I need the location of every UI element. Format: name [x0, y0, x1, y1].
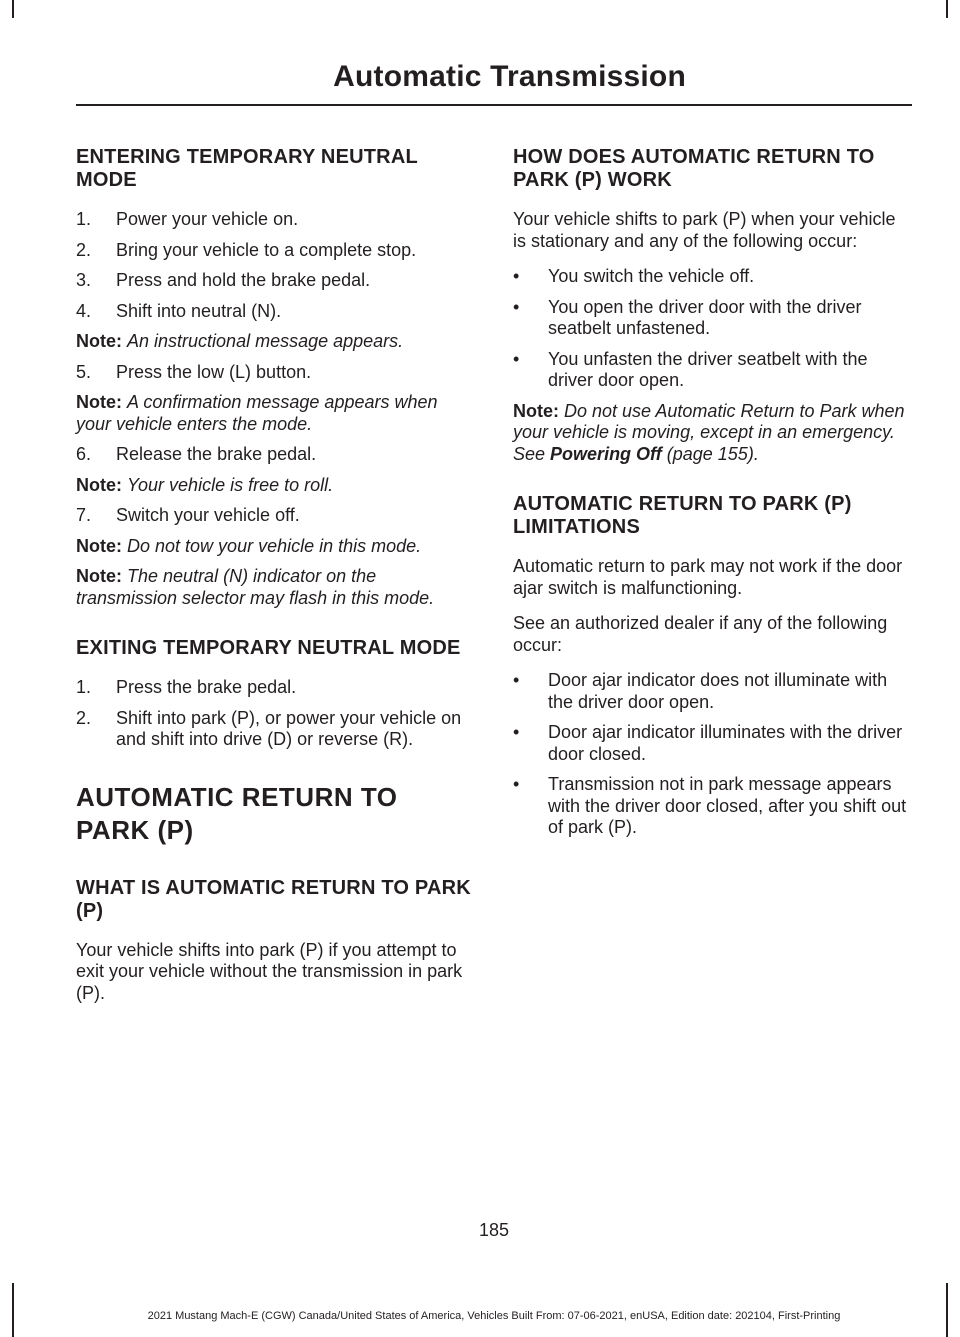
limitations-para-1: Automatic return to park may not work if the door ajar switch is malfunctioning. — [513, 556, 903, 598]
page-title: Automatic Transmission — [333, 60, 686, 93]
entering-steps-part1 — [76, 209, 474, 322]
entering-neutral-heading: ENTERING TEMPORARY NEUTRAL MODE — [76, 146, 418, 191]
list-item: 1. Power your vehicle on. — [76, 209, 299, 229]
right-column — [513, 146, 911, 848]
note: Note: Do not tow your vehicle in this mode. — [76, 535, 422, 556]
entering-steps-part2 — [76, 362, 474, 384]
note: Note: Your vehicle is free to roll. — [76, 474, 334, 495]
edition-footer: 2021 Mustang Mach-E (CGW) Canada/United States of America, Vehicles Built From: 07-06-2021, enUSA, Edition date: 202104, First-Printing — [147, 1310, 841, 1322]
list-item: 3. Press and hold the brake pedal. — [76, 270, 371, 290]
list-item: 5. Press the low (L) button. — [76, 361, 312, 382]
list-item: 2. Bring your vehicle to a complete stop. — [76, 239, 417, 260]
list-item: • Transmission not in park message appears with the driver door closed, after you shift out of park (P). — [513, 774, 907, 837]
limitations-heading: AUTOMATIC RETURN TO PARK (P) LIMITATIONS — [513, 493, 852, 538]
list-item: • Door ajar indicator does not illuminate with the driver door open. — [513, 670, 888, 712]
list-item: 6. Release the brake pedal. — [76, 444, 317, 464]
powering-off-link[interactable]: Powering Off — [550, 443, 662, 464]
how-does-heading: HOW DOES AUTOMATIC RETURN TO PARK (P) WORK — [513, 146, 875, 191]
list-item: • Door ajar indicator illuminates with the driver door closed. — [513, 722, 903, 764]
note: Note: A confirmation message appears when your vehicle enters the mode. — [76, 392, 438, 434]
page-number: 185 — [478, 1220, 510, 1240]
note: Note: An instructional message appears. — [76, 331, 404, 351]
list-item: 7. Switch your vehicle off. — [76, 505, 300, 525]
list-item: 2. Shift into park (P), or power your vehicle on and shift into drive (D) or reverse (R). — [76, 707, 462, 749]
crop-mark-top-left — [12, 0, 14, 18]
entering-steps-part3 — [76, 444, 474, 466]
note: Note: Do not use Automatic Return to Park when your vehicle is moving, except in an emergency. See Powering Off (page 155). — [513, 400, 905, 464]
entering-steps-part4 — [76, 505, 474, 527]
what-is-text: Your vehicle shifts into park (P) if you attempt to exit your vehicle without the transmission in park (P). — [76, 939, 463, 1003]
note: Note: The neutral (N) indicator on the transmission selector may flash in this mode. — [76, 566, 435, 608]
header-divider — [76, 104, 912, 106]
exiting-steps — [76, 677, 474, 751]
how-intro: Your vehicle shifts to park (P) when your vehicle is stationary and any of the following occur: — [513, 209, 896, 251]
how-bullets — [513, 266, 911, 392]
limitations-para-2: See an authorized dealer if any of the following occur: — [513, 613, 888, 655]
what-is-heading: WHAT IS AUTOMATIC RETURN TO PARK (P) — [76, 876, 471, 922]
exiting-neutral-heading: EXITING TEMPORARY NEUTRAL MODE — [76, 637, 461, 659]
list-item: • You unfasten the driver seatbelt with the driver door open. — [513, 348, 868, 390]
list-item: • You open the driver door with the driver seatbelt unfastened. — [513, 296, 862, 338]
list-item: • You switch the vehicle off. — [513, 266, 755, 286]
left-column — [76, 146, 474, 1018]
crop-mark-top-right — [946, 0, 948, 18]
limitations-bullets — [513, 670, 911, 839]
list-item: 1. Press the brake pedal. — [76, 677, 297, 697]
section-heading: AUTOMATIC RETURN TO PARK (P) — [76, 781, 398, 845]
list-item: 4. Shift into neutral (N). — [76, 300, 282, 321]
